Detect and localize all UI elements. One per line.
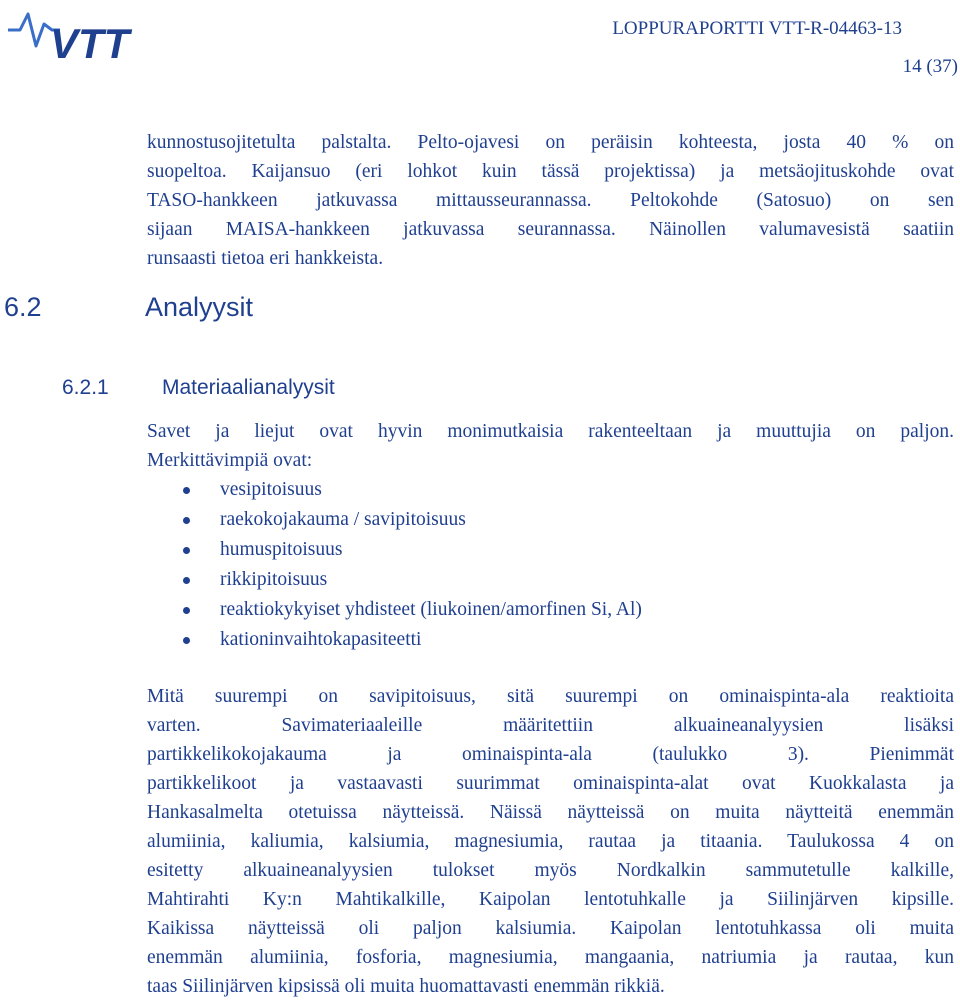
bullet-icon	[183, 487, 190, 494]
list-item-text: kationinvaihtokapasiteetti	[220, 629, 422, 650]
intro-paragraph	[147, 128, 954, 273]
list-item-text: humuspitoisuus	[220, 539, 343, 560]
materials-paragraph	[147, 417, 954, 475]
bullet-icon	[183, 547, 190, 554]
logo-text: VTT	[50, 20, 130, 62]
section-heading	[4, 292, 253, 323]
paragraph-line: partikkelikokojakauma ja ominaispinta-ala (taulukko 3). Pienimmät	[147, 744, 954, 765]
results-paragraph	[147, 682, 954, 1001]
paragraph-line: TASO-hankkeen jatkuvassa mittausseurannassa. Peltokohde (Satosuo) on sen	[147, 190, 954, 211]
paragraph-line: esitetty alkuaineanalyysien tulokset myös Nordkalkin sammutetulle kalkille,	[147, 860, 954, 881]
paragraph-line: varten. Savimateriaaleille määritettiin alkuaineanalyysien lisäksi	[147, 715, 954, 736]
list-item-text: vesipitoisuus	[220, 479, 322, 500]
report-id: LOPPURAPORTTI VTT-R-04463-13	[612, 18, 902, 39]
paragraph-line: Savet ja liejut ovat hyvin monimutkaisia rakenteeltaan ja muuttujia on paljon.	[147, 421, 954, 442]
paragraph-line: Mahtirahti Ky:n Mahtikalkille, Kaipolan lentotuhkalle ja Siilinjärven kipsille.	[147, 889, 954, 910]
bullet-icon	[183, 637, 190, 644]
subsection-number: 6.2.1	[62, 376, 109, 399]
vtt-logo	[6, 6, 160, 62]
list-item-text: raekokojakauma / savipitoisuus	[220, 509, 466, 530]
paragraph-line: Hankasalmelta otetuissa näytteissä. Näissä näytteissä on muita näytteitä enemmän	[147, 802, 954, 823]
list-item	[180, 625, 642, 655]
paragraph-line: enemmän alumiinia, fosforia, magnesiumia, mangaania, natriumia ja rautaa, kun	[147, 947, 954, 968]
property-list	[180, 475, 642, 655]
paragraph-line: suopeltoa. Kaijansuo (eri lohkot kuin tässä projektissa) ja metsäojituskohde ovat	[147, 161, 954, 182]
paragraph-line: Merkittävimpiä ovat:	[147, 450, 313, 471]
list-item	[180, 505, 642, 535]
paragraph-line: sijaan MAISA-hankkeen jatkuvassa seurannassa. Näinollen valumavesistä saatiin	[147, 219, 954, 240]
list-item	[180, 565, 642, 595]
paragraph-line: alumiinia, kaliumia, kalsiumia, magnesiumia, rautaa ja titaania. Taulukossa 4 on	[147, 831, 954, 852]
list-item	[180, 535, 642, 565]
section-number: 6.2	[4, 292, 42, 322]
list-item-text: rikkipitoisuus	[220, 569, 328, 590]
paragraph-line: runsaasti tietoa eri hankkeista.	[147, 248, 384, 269]
paragraph-line: partikkelikoot ja vastaavasti suurimmat ominaispinta-alat ovat Kuokkalasta ja	[147, 773, 954, 794]
paragraph-line: Mitä suurempi on savipitoisuus, sitä suurempi on ominaispinta-ala reaktioita	[147, 686, 954, 707]
bullet-icon	[183, 607, 190, 614]
paragraph-line: Kaikissa näytteissä oli paljon kalsiumia. Kaipolan lentotuhkassa oli muita	[147, 918, 954, 939]
bullet-icon	[183, 577, 190, 584]
list-item	[180, 595, 642, 625]
list-item	[180, 475, 642, 505]
bullet-icon	[183, 517, 190, 524]
subsection-heading	[62, 376, 335, 400]
page-number: 14 (37)	[902, 56, 958, 77]
paragraph-line: taas Siilinjärven kipsissä oli muita huomattavasti enemmän rikkiä.	[147, 976, 665, 997]
paragraph-line: kunnostusojitetulta palstalta. Pelto-ojavesi on peräisin kohteesta, josta 40 % on	[147, 132, 954, 153]
list-item-text: reaktiokykyiset yhdisteet (liukoinen/amorfinen Si, Al)	[220, 599, 642, 620]
subsection-title: Materiaalianalyysit	[162, 376, 335, 399]
section-title: Analyysit	[145, 292, 254, 322]
